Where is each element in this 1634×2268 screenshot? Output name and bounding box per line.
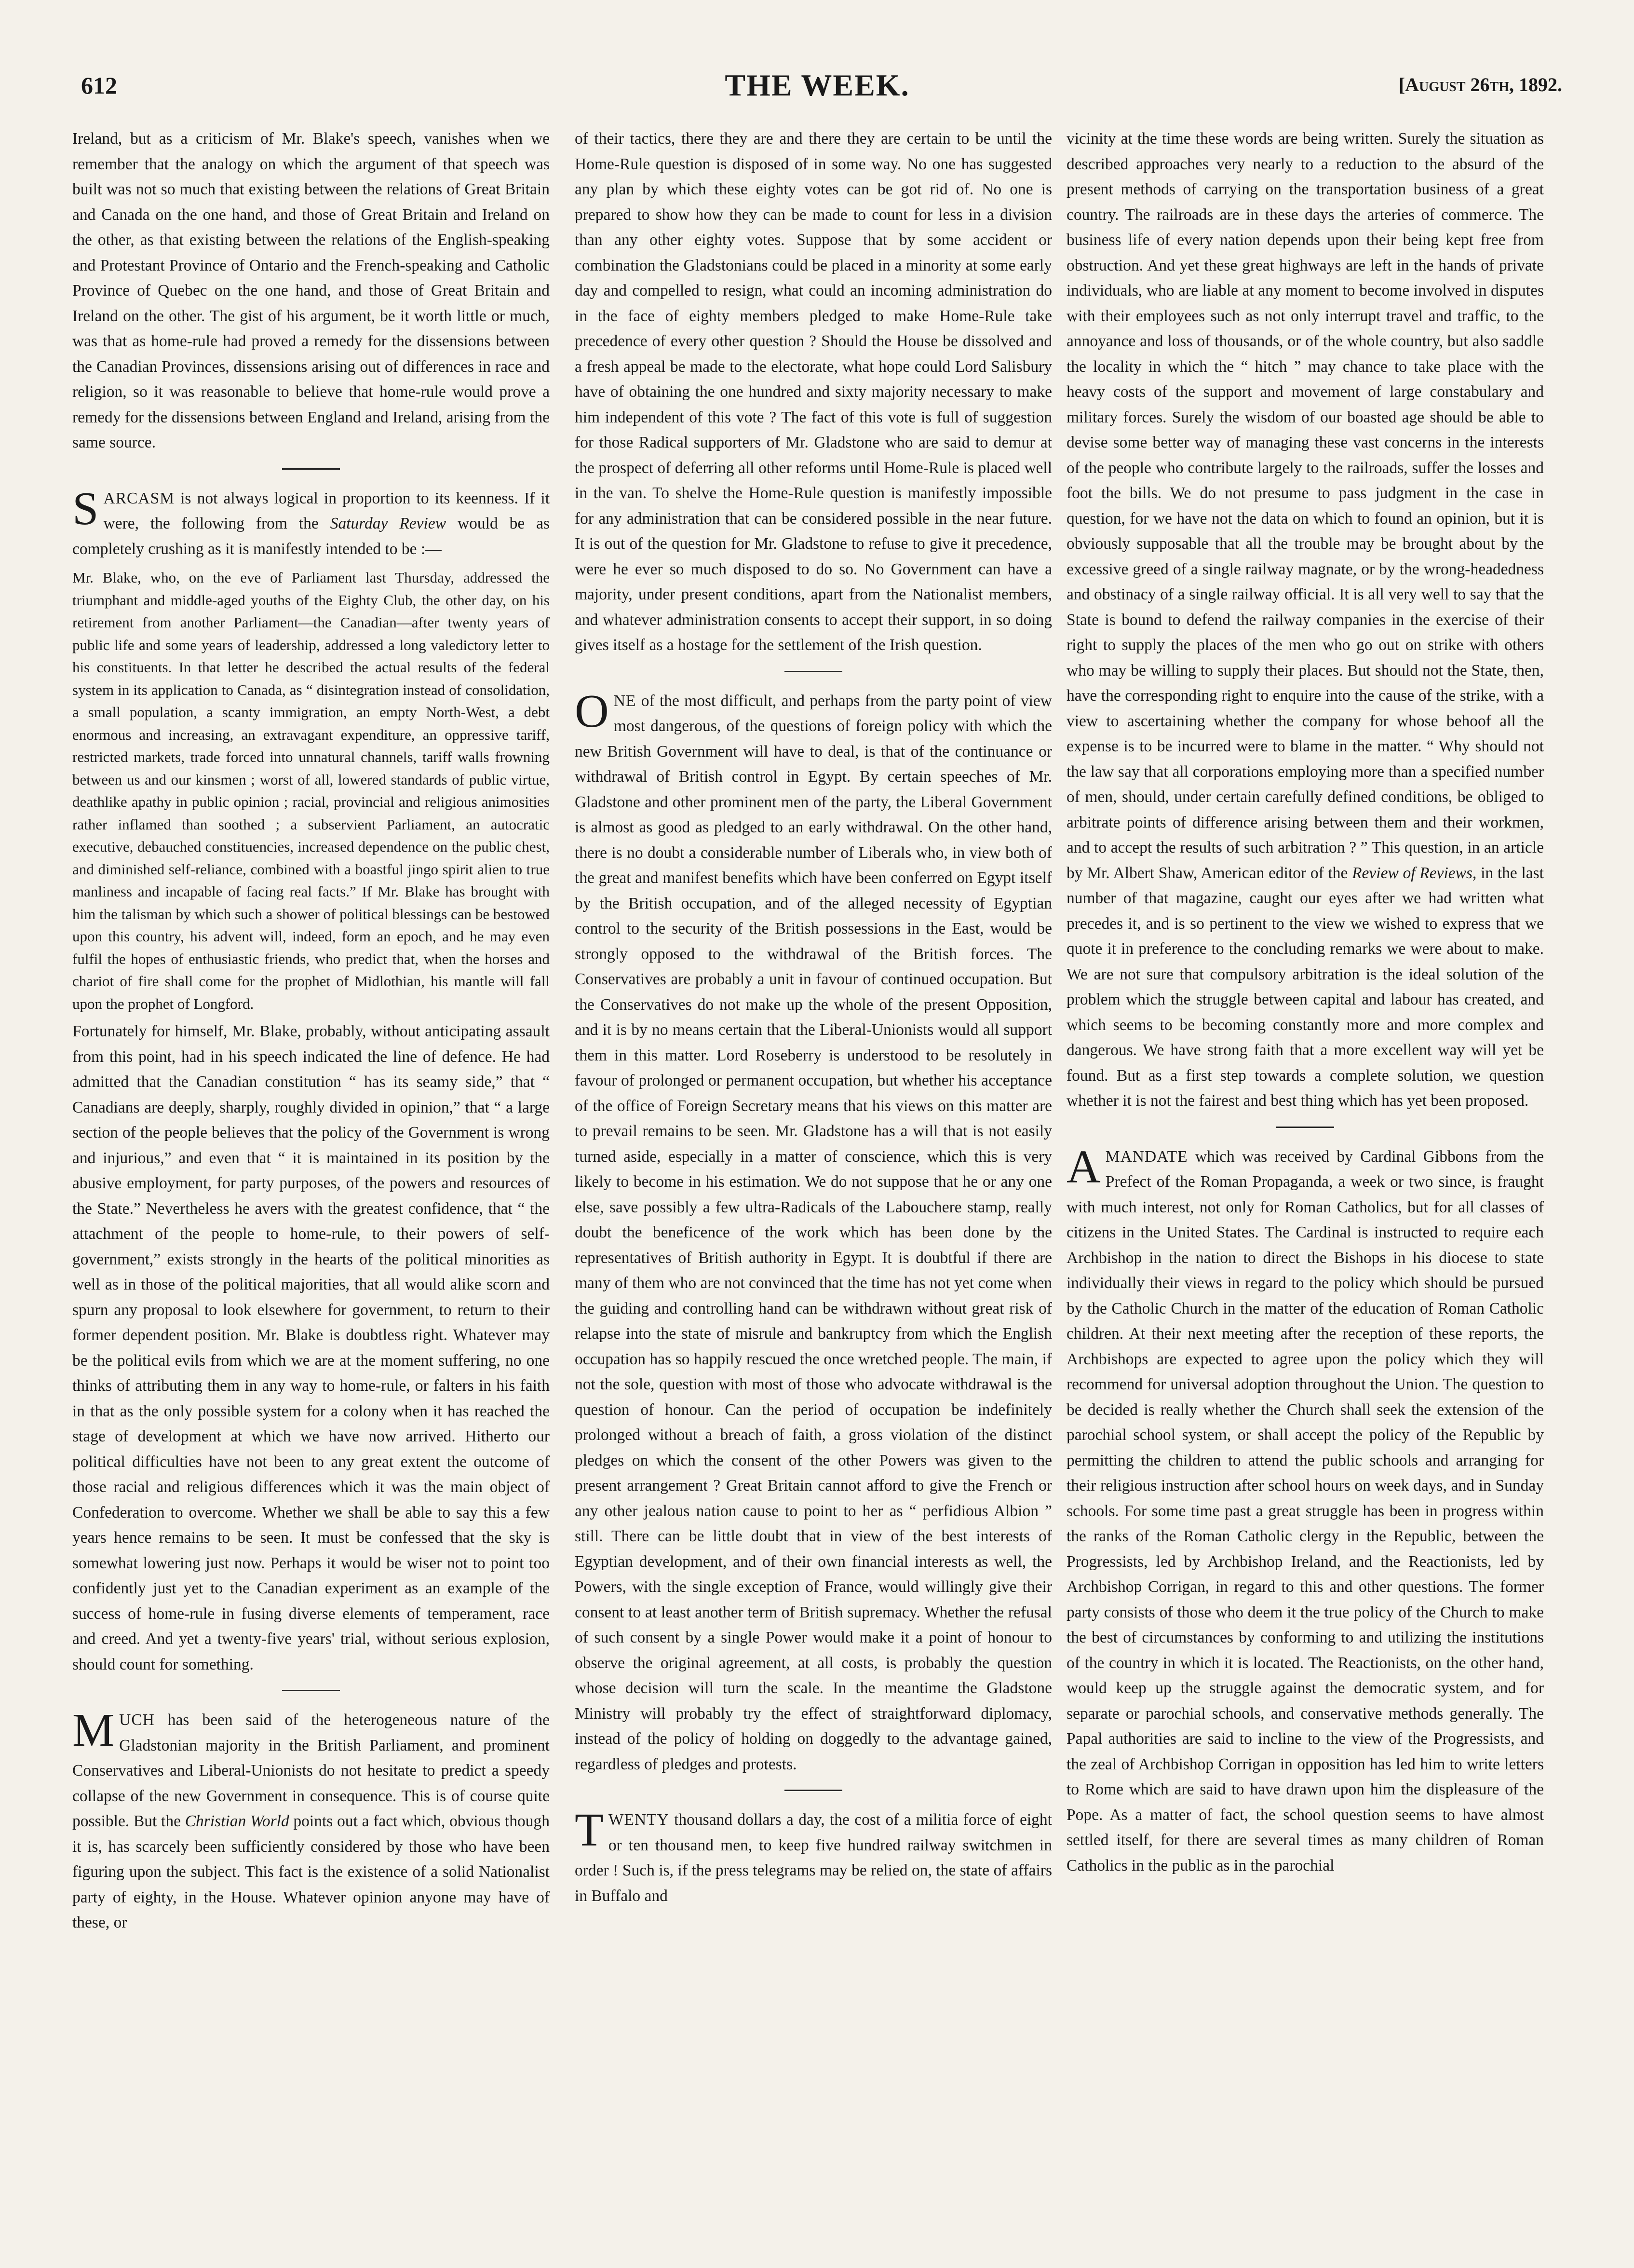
paragraph-sarcasm: SARCASM is not always logical in proportion to its keenness. If it were, the following from the Saturday Review would be as completely crushing as it is manifestly intended to be :— (72, 482, 550, 558)
paragraph-railway-arbitration: vicinity at the time these words are being written. Surely the situation as described approaches very nearly to a reduction to the absurd of the present methods of carrying on the transportation business of a great country. The railroads are in these days the arteries of commerce. The business life of every nation depends upon their being kept free from obstruction. And yet these great highways are left in the hands of private individuals, who are liable at any moment to become involved in disputes with their employees such as not only interrupt travel and traffic, to the annoyance and loss of thousands, or of the whole country, but also saddle the locality in which the “ hitch ” may chance to take place with the heavy costs of the support and movement of large constabulary and military forces. Surely the wisdom of our boasted age should be able to devise some better way of managing these vast concerns in the interests of the people who contribute largely to the railroads, suffer the losses and foot the bills. We do not presume to pass judgment in the case in question, for we have not the data on which to found an opinion, but it is obviously supposable that all the trouble may be brought about by the excessive greed of a single railway magnate, or by the wrong-headedness and obstinacy of a single railway official. It is all very well to say that the State is bound to defend the railway companies in the exercise of their right to supply the places of the men who go out on strike with others who may be willing to supply their places. But should not the State, then, have the corresponding right to enquire into the cause of the strike, with a view to ascertaining whether the company for whose behoof all the expense is to be incurred were to blame in the matter. “ Why should not the law say that all corporations employing more than a specified number of men, should, under certain carefully defined conditions, be obliged to arbitrate points of difference arising between them and their workmen, and to accept the results of such arbitration ? ” This question, in an article by Mr. Albert Shaw, American editor of the Review of Reviews, in the last number of that magazine, caught our eyes after we had written what precedes it, and is so pertinent to the view we wished to express that we quote it in preference to the concluding remarks we were about to make. We are not sure that compulsory arbitration is the ideal solution of the problem which the struggle between capital and labour has created, and which seems to be becoming constantly more and more complex and dangerous. We have strong faith that a more excellent way will yet be found. But as a first step towards a complete solution, we question whether it is not the fairest and best thing which has yet been proposed. (1067, 130, 1544, 1110)
page-number: 612 (81, 72, 117, 99)
paragraph-buffalo-strike: TWENTY thousand dollars a day, the cost of a militia force of eight or ten thousand men, to keep five hundred railway switchmen in order ! Such is, if the press telegrams may be relied on, the state of affairs in Buffalo and (575, 1804, 1052, 1905)
paragraph-blake-defence: Fortunately for himself, Mr. Blake, probably, without anticipating assault from this point, had in his speech indicated the line of defence. He had admitted that the Canadian constitution “ has its seamy side,” that “ Canadians are deeply, sharply, roughly divided in opinion,” that “ a large section of the people believes that the policy of the Government is wrong and injurious,” and even that “ it is maintained in its position by the abusive employment, for party purposes, of the powers and resources of the State.” Nevertheless he avers with the greatest confidence, that “ the attachment of the people to home-rule, to their powers of self-government,” exists strongly in the hearts of the political minorities as well as in those of the political majorities, that all would alike scorn and spurn any proposal to look elsewhere for government, to return to their former dependent position. Mr. Blake is doubtless right. Whatever may be the political evils from which we are at the moment suffering, no one thinks of attributing them in any way to home-rule, or falters in his faith in that as the only possible system for a colony when it has reached the stage of development at which we have now arrived. Hitherto our political difficulties have not been to any great extent the outcome of those racial and religious differences which it was the main object of Confederation to overcome. Whether we shall be able to say this a few years hence remains to be seen. It must be confessed that the sky is somewhat lowering just now. Perhaps it would be wiser not to point too confidently just yet to the Canadian experiment as an example of the success of home-rule in fusing diverse elements of temperament, race and creed. And yet a twenty-five years' trial, without serious explosion, should count for something. (72, 1022, 550, 1673)
lead-word: ARCASM (103, 489, 175, 507)
publication-name: Christian World (185, 1812, 289, 1830)
drop-cap: T (575, 1804, 604, 1856)
drop-cap: A (1067, 1141, 1101, 1193)
column-1 (72, 126, 550, 2239)
section-divider (282, 1690, 340, 1691)
drop-cap: O (575, 685, 609, 737)
section-divider (1276, 1127, 1334, 1128)
lead-word: UCH (119, 1711, 155, 1729)
drop-cap: M (72, 1704, 115, 1756)
drop-cap: S (72, 482, 99, 535)
block-quote-saturday-review: Mr. Blake, who, on the eve of Parliament last Thursday, addressed the triumphant and middle-aged youths of the Eighty Club, the other day, on his retirement from another Parliament—the Canadian—after twenty years of public life and some years of leadership, addressed a long valedictory letter to his constituents. In that letter he described the actual results of the federal system in its application to Canada, as “ disintegration instead of consolidation, a small population, a scanty immigration, an empty North-West, a debt enormous and increasing, an extravagant expenditure, an oppressive tariff, restricted markets, trade forced into unnatural channels, tariff walls frowning between us and our kinsmen ; worst of all, lowered standards of public virtue, deathlike apathy in public opinion ; racial, provincial and religious animosities rather inflamed than soothed ; a subservient Parliament, an autocratic executive, debauched constituencies, increased dependence on the public chest, and diminished self-reliance, combined with a boastful jingo spirit alien to true manliness and incapable of facing real facts.” If Mr. Blake has brought with him the talisman by which such a shower of political blessings can be bestowed upon this country, his advent will, indeed, form an epoch, and he may even fulfil the hopes of enthusiastic friends, who predict that, when the horses and chariot of fire shall come for the prophet of Midlothian, his mantle will fall upon the prophet of Longford. (72, 569, 550, 1012)
paragraph-cardinal-mandate: AMANDATE which was received by Cardinal Gibbons from the Prefect of the Roman Propaganda, a week or two since, is fraught with much interest, not only for Roman Catholics, but for all classes of citizens in the United States. The Cardinal is instructed to require each Archbishop in the nation to direct the Bishops in his diocese to state individually their views in regard to the policy which should be pursued by the Catholic Church in the matter of the education of Roman Catholic children. At their next meeting after the reception of these reports, the Archbishops are expected to agree upon the policy which they will recommend for universal adoption throughout the Union. The question to be decided is really whether the Church shall seek the extension of the parochial school system, or shall accept the policy of the Republic by permitting the children to attend the public schools and arranging for their religious instruction after school hours on week days, and in Sunday schools. For some time past a great struggle has been in progress within the ranks of the Roman Catholic clergy in the Republic, between the Progressists, led by Archbishop Ireland, and the Reactionists, led by Archbishop Corrigan, in regard to this and other questions. The former party consists of those who deem it the true policy of the Church to make the best of circumstances by conforming to and utilizing the institutions of the country in which it is located. The Reactionists, on the other hand, would keep up the struggle against the democratic system, and for separate or parochial schools, and conservative methods generally. The Papal authorities are said to incline to the view of the Progressists, and the zeal of Archbishop Corrigan in opposition has led him to write letters to Rome which are said to have drawn upon him the displeasure of the Pope. As a matter of fact, the school question seems to have almost settled itself, for there are several times as many children of Roman Catholics in the public as in the parochial (1067, 1141, 1544, 1874)
lead-word: NE (613, 692, 636, 710)
column-2 (575, 126, 1052, 2239)
section-divider (282, 468, 340, 470)
issue-date: [August 26th, 1892. (1398, 74, 1562, 95)
paragraph-nationalist-votes: of their tactics, there they are and there they are certain to be until the Home-Rule question is disposed of in some way. No one has suggested any plan by which these eighty votes can be got rid of. No one is prepared to show how they can be made to count for less in a division than any other eighty votes. Suppose that by some accident or combination the Gladstonians could be placed in a minority at some early day and compelled to resign, what could an incoming administration do in the face of eighty members pledged to make Home-Rule take precedence of every other question ? Should the House be dissolved and a fresh appeal be made to the electorate, what hope could Lord Salisbury have of obtaining the one hundred and sixty majority necessary to make him independent of this vote ? The fact of this vote is full of suggestion for those Radical supporters of Mr. Gladstone who are said to demur at the prospect of deferring all other reforms until Home-Rule is placed well in the van. To shelve the Home-Rule question is manifestly impossible for any administration that can be considered possible in the near future. It is out of the question for Mr. Gladstone to refuse to give it precedence, were he ever so much disposed to do so. No Government can have a majority, under present conditions, apart from the Nationalist members, and whatever administration consents to accept their support, in so doing gives itself as a hostage for the settlement of the Irish question. (575, 130, 1052, 654)
page-header (72, 68, 1562, 110)
masthead-title: THE WEEK. (725, 68, 910, 102)
section-divider (784, 671, 842, 672)
paragraph-egypt: ONE of the most difficult, and perhaps from the party point of view most dangerous, of the questions of foreign policy with which the new British Government will have to deal, is that of the continuance or withdrawal of British control in Egypt. By certain speeches of Mr. Gladstone and other prominent men of the party, the Liberal Government is almost as good as pledged to an early withdrawal. On the other hand, there is no doubt a considerable number of Liberals who, in view both of the great and manifest benefits which have been conferred on Egypt itself by the British occupation, and of the alleged necessity of Egyptian control to the security of the British possessions in the East, would be strongly opposed to the withdrawal of the British forces. The Conservatives are probably a unit in favour of continued occupation. But the Conservatives do not make up the whole of the present Opposition, and it is by no means certain that the Liberal-Unionists would all support them in this matter. Lord Roseberry is understood to be resolutely in favour of prolonged or permanent occupation, but whether his acceptance of the office of Foreign Secretary means that his views on this matter are to prevail remains to be seen. Mr. Gladstone has a will that is not easily turned aside, especially in a matter of conscience, which this is very likely to become in his estimation. We do not suppose that he or any one else, save possibly a few ultra-Radicals of the Labouchere stamp, really doubt the beneficence of the work which has been done by the representatives of British authority in Egypt. It is doubtful if there are many of them who are not convinced that the time has not yet come when the guiding and controlling hand can be withdrawn without great risk of relapse into the state of misrule and bankruptcy from which the English occupation has so happily rescued the once wretched people. The main, if not the sole, question with most of those who advocate withdrawal is the question of honour. Can the period of occupation be indefinitely prolonged without a breach of faith, a gross violation of the distinct pledges on which the consent of the other Powers was given to the present arrangement ? Great Britain cannot afford to give the French or any other jealous nation cause to point to her as “ perfidious Albion ” still. There can be little doubt that in view of the best interests of Egyptian development, and of their own financial interests as well, the Powers, with the single exception of France, would willingly give their consent to at least another term of British supremacy. Whether the refusal of such consent by a single Power would make it a point of honour to observe the original agreement, at all costs, is probably the question whose decision will turn the scale. In the meantime the Gladstone Ministry will probably try the effect of straightforward diplomacy, instead of the policy of holding on doggedly to the advantage gained, regardless of pledges and protests. (575, 685, 1052, 1773)
publication-name: Review of Reviews (1352, 864, 1473, 882)
paragraph-gladstonian-majority: MUCH has been said of the heterogeneous nature of the Gladstonian majority in the British Parliament, and prominent Conservatives and Liberal-Unionists do not hesitate to predict a speedy collapse of the new Government in consequence. This is of course quite possible. But the Christian World points out a fact which, obvious though it is, has scarcely been sufficiently considered by those who have been figuring upon the subject. This fact is the existence of a solid Nationalist party of eighty, in the House. Whatever opinion anyone may have of these, or (72, 1704, 550, 1931)
publication-name: Saturday Review (330, 515, 446, 532)
lead-word: MANDATE (1105, 1147, 1188, 1166)
lead-word: WENTY (608, 1811, 669, 1829)
section-divider (784, 1790, 842, 1791)
column-3 (1067, 126, 1544, 2239)
paragraph-blake-analogy: Ireland, but as a criticism of Mr. Blake's speech, vanishes when we remember that the analogy on which the argument of that speech was built was not so much that existing between the relations of Great Britain and Canada on the one hand, and those of Great Britain and Ireland on the other, as that existing between the relations of the English-speaking and Protestant Province of Ontario and the French-speaking and Catholic Province of Quebec on the one hand, and those of Great Britain and Ireland on the other. The gist of his argument, be it worth little or much, was that as home-rule had proved a remedy for the dissensions between the Canadian Provinces, dissensions arising out of differences in race and religion, so it was reasonable to believe that home-rule would prove a remedy for the dissensions between England and Ireland, arising from the same source. (72, 130, 550, 451)
